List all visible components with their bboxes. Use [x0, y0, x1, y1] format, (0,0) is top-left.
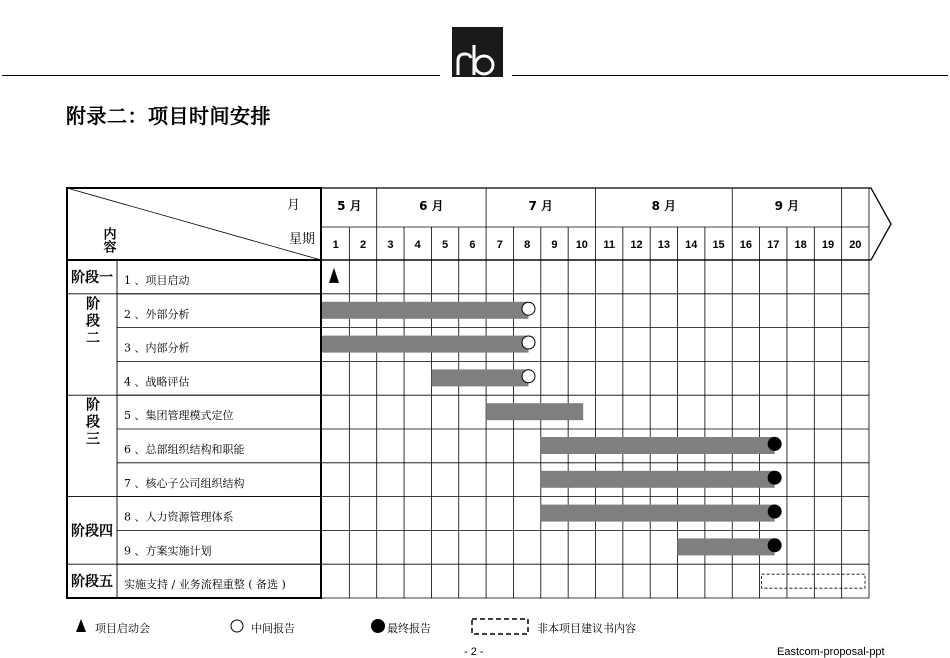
task-label: 6 、总部组织结构和职能 — [124, 443, 245, 456]
month-label: 6 月 — [419, 199, 444, 213]
week-number: 17 — [767, 239, 780, 251]
task-label: 3 、内部分析 — [124, 341, 190, 355]
task-label: 1 、项目启动 — [124, 274, 190, 287]
milestone-open-circle — [522, 336, 535, 349]
month-label: 9 月 — [774, 199, 800, 213]
week-number: 2 — [359, 239, 367, 251]
task-bar — [541, 471, 775, 488]
task-label: 2 、外部分析 — [124, 307, 190, 321]
milestone-triangle — [329, 268, 339, 283]
week-number: 13 — [657, 239, 670, 251]
week-number: 10 — [575, 239, 588, 251]
week-number: 6 — [469, 239, 476, 251]
task-label: 4 、战略评估 — [124, 375, 190, 389]
phase-label: 阶段四 — [71, 523, 113, 540]
month-label: 5 月 — [337, 199, 362, 213]
task-bar — [541, 437, 775, 454]
open-circle-icon — [231, 620, 243, 632]
month-label: 8 月 — [651, 199, 677, 213]
month-label: 7 月 — [528, 199, 554, 213]
week-number: 16 — [739, 239, 753, 251]
milestone-filled-circle — [768, 471, 782, 485]
week-number: 7 — [496, 239, 503, 251]
legend-label: 项目启动会 — [95, 622, 150, 635]
phase-label: 阶段二 — [84, 296, 100, 347]
week-number: 5 — [442, 239, 449, 251]
week-number: 8 — [524, 239, 531, 251]
week-number: 4 — [414, 239, 421, 251]
task-dashed-box — [762, 574, 865, 588]
legend-label: 最终报告 — [387, 622, 431, 635]
task-label: 9 、方案实施计划 — [124, 544, 212, 558]
task-bar — [541, 505, 775, 522]
week-number: 1 — [332, 239, 339, 251]
task-label: 5 、集团管理模式定位 — [124, 409, 234, 423]
legend-label: 非本项目建议书内容 — [537, 622, 636, 635]
phase-label: 阶段一 — [71, 269, 113, 286]
header-month-label: 月 — [286, 198, 300, 213]
task-label: 8 、人力资源管理体系 — [124, 510, 234, 524]
week-number: 9 — [551, 239, 558, 251]
milestone-filled-circle — [768, 437, 782, 451]
milestone-filled-circle — [768, 538, 782, 552]
task-bar — [486, 403, 583, 420]
task-bar — [678, 538, 775, 555]
milestone-open-circle — [522, 302, 535, 315]
week-number: 15 — [712, 239, 725, 251]
task-bar — [431, 369, 528, 386]
task-label: 7 、核心子公司组织结构 — [124, 476, 245, 490]
week-number: 3 — [387, 239, 394, 251]
week-number: 12 — [630, 239, 643, 251]
week-number: 14 — [685, 239, 698, 251]
filled-circle-icon — [371, 619, 385, 633]
task-bar — [322, 302, 528, 319]
week-number: 20 — [849, 239, 862, 251]
page-number: - 2 - — [464, 646, 484, 658]
phase-label: 阶段五 — [71, 574, 113, 591]
milestone-open-circle — [522, 370, 535, 383]
header-week-label: 星期 — [288, 232, 315, 247]
header-content-label: 内容 — [100, 227, 116, 253]
task-bar — [322, 336, 528, 353]
week-number: 19 — [821, 239, 835, 251]
week-number: 18 — [794, 239, 807, 251]
week-number: 11 — [603, 239, 615, 251]
phase-label: 阶段三 — [84, 397, 100, 449]
dashed-box-icon — [472, 619, 528, 634]
milestone-filled-circle — [768, 505, 782, 519]
legend-label: 中间报告 — [251, 622, 295, 635]
page-title: 附录二：项目时间安排 — [66, 104, 271, 128]
triangle-icon — [76, 619, 86, 632]
task-label: 实施支持 / 业务流程重整 ( 备选 ) — [124, 578, 286, 592]
document-id: Eastcom-proposal-ppt — [777, 646, 885, 658]
